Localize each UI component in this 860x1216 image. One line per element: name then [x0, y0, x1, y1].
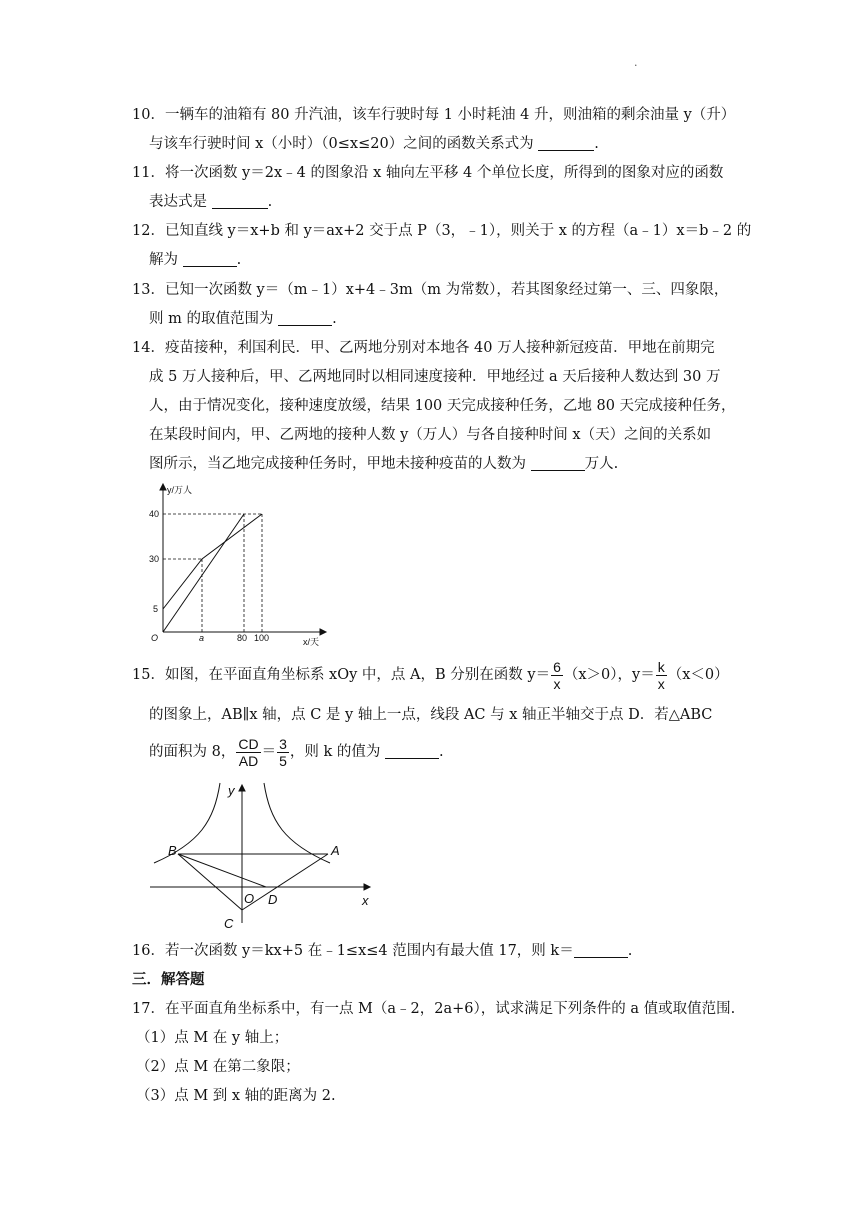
question-15-text-1: 15．如图，在平面直角坐标系 xOy 中，点 A，B 分别在函数 y＝ — [132, 667, 551, 683]
answer-blank-16[interactable] — [574, 956, 628, 958]
answer-blank-15[interactable] — [385, 757, 439, 759]
x-tick-100: 100 — [254, 633, 270, 643]
fraction-denominator: 5 — [279, 752, 287, 769]
question-17 — [132, 995, 772, 1111]
question-16-period: . — [627, 943, 633, 959]
segment-bc — [178, 854, 242, 910]
question-14-graph — [140, 482, 330, 648]
equals-sign: ＝ — [261, 744, 277, 760]
answer-blank-13[interactable] — [278, 324, 332, 326]
y-axis-label: y — [228, 783, 235, 798]
y-axis-label: y/万人 — [167, 485, 193, 495]
question-10 — [132, 101, 736, 159]
question-15-period: . — [439, 744, 444, 760]
question-14-line-2: 成 5 万人接种后，甲、乙两地同时以相同速度接种．甲地经过 a 天后接种人数达到 30 万 — [149, 369, 721, 385]
question-15-text-5: ，则 k 的值为 — [289, 744, 381, 760]
question-15-graph — [140, 775, 380, 933]
x-axis-label: x/天 — [303, 637, 320, 647]
fraction-denominator: x — [657, 675, 665, 692]
question-15-line-2: 的图象上，AB∥x 轴，点 C 是 y 轴上一点，线段 AC 与 x 轴正半轴交于点 D．若△ABC — [149, 707, 713, 723]
fraction-denominator: x — [553, 675, 561, 692]
question-13-line-1: 13．已知一次函数 y＝（m﹣1）x+4﹣3m（m 为常数），若其图象经过第一、三、四象限， — [132, 282, 729, 298]
question-12-period: . — [236, 252, 242, 268]
question-16 — [132, 937, 732, 966]
question-10-period: . — [594, 136, 599, 152]
fraction-numerator: CD — [238, 735, 259, 752]
answer-blank-10[interactable] — [538, 149, 594, 151]
question-15 — [132, 657, 752, 772]
header-mark: . — [634, 56, 638, 69]
point-b-label: B — [168, 843, 177, 858]
question-10-text: 与该车行驶时间 x（小时）（0≤x≤20）之间的函数关系式为 — [149, 136, 534, 152]
question-13-line-2 — [132, 305, 732, 334]
curve-6-over-x — [264, 783, 330, 863]
question-10-line-2 — [132, 130, 732, 159]
question-13-period: . — [332, 311, 337, 327]
question-11-line-1: 11．将一次函数 y＝2x﹣4 的图象沿 x 轴向左平移 4 个单位长度，所得到的图象对应的函数 — [132, 165, 724, 181]
question-12-line-2 — [132, 246, 732, 275]
question-14-text: 图所示，当乙地完成接种任务时，甲地未接种疫苗的人数为 — [149, 456, 526, 472]
answer-blank-12[interactable] — [183, 265, 237, 267]
x-tick-a: a — [199, 633, 205, 643]
fraction-6-over-x — [551, 659, 563, 692]
y-axis-arrow — [239, 785, 245, 791]
fraction-numerator: 6 — [553, 658, 561, 675]
segment-bd — [178, 854, 266, 887]
point-a-label: A — [331, 843, 340, 858]
fraction-numerator: 3 — [279, 735, 287, 752]
question-11-text: 表达式是 — [149, 194, 207, 210]
question-14-line-5 — [132, 450, 732, 479]
question-16-text: 16．若一次函数 y＝kx+5 在﹣1≤x≤4 范围内有最大值 17，则 k＝ — [132, 943, 574, 959]
origin-label: O — [244, 891, 255, 906]
fraction-denominator: AD — [238, 752, 259, 769]
question-13 — [132, 276, 732, 334]
fraction-k-over-x — [656, 659, 667, 692]
fraction-cd-over-ad — [236, 736, 260, 769]
y-axis-arrow — [160, 484, 166, 490]
x-axis-label: x — [362, 893, 369, 908]
line-jia — [163, 514, 262, 609]
question-14-line-3: 人，由于情况变化，接种速度放缓，结果 100 天完成接种任务，乙地 80 天完成接种任务， — [149, 398, 736, 414]
x-axis-arrow — [320, 629, 326, 635]
question-15-text-4: 的面积为 8， — [149, 744, 236, 760]
question-11-period: . — [267, 194, 273, 210]
question-17-item-2: （2）点 M 在第二象限； — [136, 1059, 300, 1075]
point-c-label: C — [224, 916, 234, 931]
question-15-line-1 — [132, 657, 752, 693]
question-12-line-1: 12．已知直线 y＝x+b 和 y＝ax+2 交于点 P（3，﹣1），则关于 x 的方程（a﹣1）x＝b﹣2 的 — [132, 223, 752, 239]
fraction-numerator: k — [657, 658, 665, 675]
question-14 — [132, 334, 736, 479]
question-14-line-4: 在某段时间内，甲、乙两地的接种人数 y（万人）与各自接种时间 x（天）之间的关系如 — [149, 427, 712, 443]
question-12 — [132, 217, 752, 275]
question-11-line-2 — [132, 188, 732, 217]
fraction-3-over-5 — [277, 736, 289, 769]
question-17-line-1: 17．在平面直角坐标系中，有一点 M（a﹣2，2a+6），试求满足下列条件的 a 值或取值范围. — [132, 1001, 736, 1017]
question-17-item-1: （1）点 M 在 y 轴上； — [136, 1030, 289, 1046]
question-12-text: 解为 — [149, 252, 178, 268]
point-d-label: D — [268, 892, 278, 907]
section-title: 三．解答题 — [132, 972, 205, 988]
answer-blank-14[interactable] — [531, 469, 585, 471]
question-15-text-3: （x＜0） — [667, 667, 729, 683]
curve-k-over-x — [154, 783, 220, 863]
x-axis-arrow — [364, 884, 370, 890]
question-14-unit: 万人. — [584, 456, 619, 472]
y-tick-40: 40 — [149, 509, 160, 519]
x-tick-80: 80 — [237, 633, 248, 643]
y-tick-30: 30 — [149, 554, 160, 564]
question-14-line-1: 14．疫苗接种，利国利民．甲、乙两地分别对本地各 40 万人接种新冠疫苗．甲地在前期完 — [132, 340, 715, 356]
y-tick-5: 5 — [153, 604, 159, 614]
segment-ac — [242, 854, 328, 910]
question-11 — [132, 159, 732, 217]
answer-blank-11[interactable] — [212, 207, 268, 209]
question-13-text: 则 m 的取值范围为 — [149, 311, 274, 327]
question-15-line-3 — [132, 732, 752, 772]
question-10-line-1: 10．一辆车的油箱有 80 升汽油，该车行驶时每 1 小时耗油 4 升，则油箱的剩余油量 y（升） — [132, 107, 736, 123]
question-17-item-3: （3）点 M 到 x 轴的距离为 2. — [136, 1088, 336, 1104]
line-yi — [163, 514, 244, 632]
question-15-text-2: （x＞0），y＝ — [563, 667, 655, 683]
question-16-line-1 — [132, 937, 732, 966]
origin-label: O — [151, 633, 159, 643]
